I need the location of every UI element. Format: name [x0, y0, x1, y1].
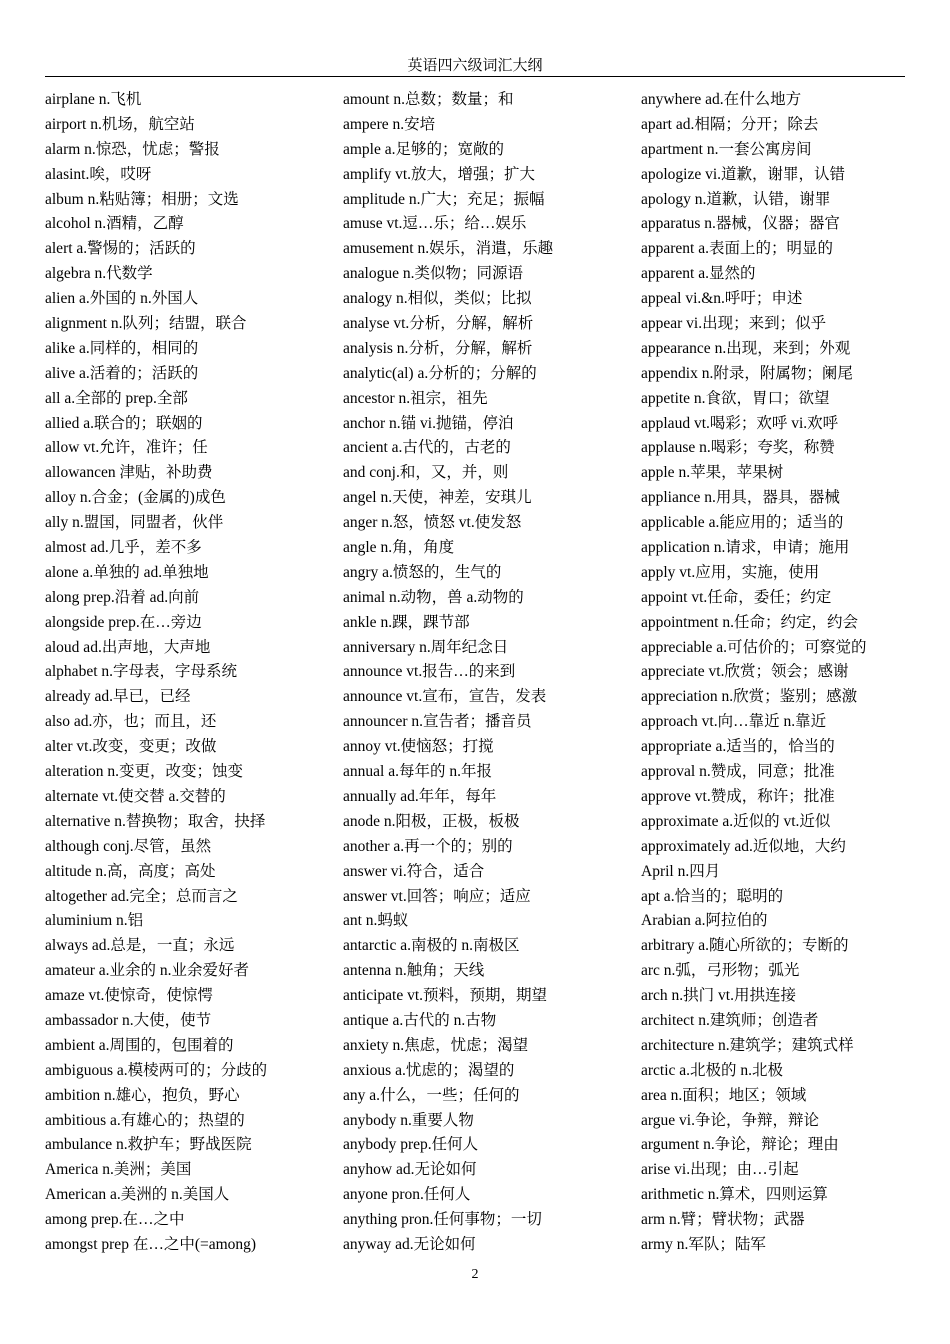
vocab-entry: although conj.尽管，虽然: [45, 837, 212, 855]
vocab-entry: altitude n.高，高度；高处: [45, 862, 216, 880]
vocab-entry: Arabian a.阿拉伯的: [641, 912, 768, 930]
vocab-entry: amongst prep 在…之中(=among): [45, 1235, 257, 1253]
vocab-entry: allied a.联合的；联姻的: [45, 414, 203, 432]
vocab-entry: applaud vt.喝彩；欢呼 vi.欢呼: [641, 414, 839, 432]
vocab-entry: area n.面积；地区；领域: [641, 1086, 807, 1104]
vocab-entry: ambiguous a.模棱两可的；分歧的: [45, 1061, 268, 1079]
vocab-entry: arctic a.北极的 n.北极: [641, 1061, 784, 1079]
vocab-entry: amplify vt.放大，增强；扩大: [343, 165, 536, 183]
vocab-entry: ample a.足够的；宽敞的: [343, 140, 505, 158]
vocab-entry: apple n.苹果，苹果树: [641, 464, 784, 482]
vocab-entry: alongside prep.在…旁边: [45, 613, 202, 631]
vocab-entry: arm n.臂；臂状物；武器: [641, 1211, 805, 1229]
vocab-entry: announce vt.报告…的来到: [343, 663, 516, 681]
vocab-entry: apologize vi.道歉，谢罪，认错: [641, 165, 846, 183]
vocab-entry: announcer n.宣告者；播音员: [343, 713, 532, 731]
vocab-entry: ambition n.雄心，抱负，野心: [45, 1086, 240, 1104]
vocab-entry: animal n.动物，兽 a.动物的: [343, 588, 524, 606]
vocab-entry: airplane n.飞机: [45, 91, 142, 108]
vocab-entry: antarctic a.南极的 n.南极区: [343, 937, 520, 955]
vocab-entry: apply vt.应用，实施，使用: [641, 563, 820, 581]
vocab-entry: airport n.机场，航空站: [45, 115, 195, 133]
vocab-entry: already ad.早已，已经: [45, 688, 191, 706]
vocab-entry: architect n.建筑师；创造者: [641, 1011, 819, 1029]
vocab-entry: appoint vt.任命，委任；约定: [641, 588, 832, 606]
vocab-entry: angry a.愤怒的，生气的: [343, 563, 502, 581]
page-number: 2: [471, 1267, 479, 1282]
vocab-entry: appeal vi.&n.呼吁；申述: [641, 290, 803, 308]
vocab-entry: amaze vt.使惊奇，使惊愕: [45, 987, 213, 1005]
vocab-entry: appearance n.出现，来到；外观: [641, 339, 851, 357]
vocab-entry: anxiety n.焦虑，忧虑；渴望: [343, 1036, 529, 1054]
vocab-entry: anger n.怒，愤怒 vt.使发怒: [343, 514, 522, 532]
vocab-entry: anywhere ad.在什么地方: [641, 91, 802, 108]
vocab-entry: appendix n.附录，附属物；阑尾: [641, 364, 853, 382]
vocab-entry: aloud ad.出声地，大声地: [45, 638, 211, 656]
vocab-entry: answer vt.回答；响应；适应: [343, 887, 531, 905]
vocab-entry: antenna n.触角；天线: [343, 962, 485, 980]
vocab-entry: analogy n.相似，类似；比拟: [343, 290, 532, 308]
vocab-entry: always ad.总是，一直；永远: [45, 937, 235, 955]
vocab-entry: ambulance n.救护车；野战医院: [45, 1136, 252, 1154]
vocab-entry: appropriate a.适当的，恰当的: [641, 738, 835, 756]
vocab-entry: arc n.弧，弓形物；弧光: [641, 962, 800, 980]
vocab-entry: appreciable a.可估价的；可察觉的: [641, 638, 867, 656]
vocab-entry: ankle n.踝，踝节部: [343, 613, 470, 631]
vocab-entry: analyse vt.分析，分解，解析: [343, 315, 534, 333]
vocab-entry: appointment n.任命；约定，约会: [641, 613, 858, 631]
vocab-entry: album n.粘贴簿；相册；文选: [45, 190, 239, 208]
vocab-entry: ant n.蚂蚁: [343, 912, 409, 930]
vocab-entry: alphabet n.字母表，字母系统: [45, 663, 238, 681]
vocab-entry: anything pron.任何事物；一切: [343, 1211, 542, 1229]
vocab-entry: annoy vt.使恼怒；打搅: [343, 738, 494, 756]
vocab-entry: altogether ad.完全；总而言之: [45, 887, 238, 905]
vocab-entry: amount n.总数；数量；和: [343, 91, 514, 108]
vocab-entry: alteration n.变更，改变；蚀变: [45, 763, 244, 781]
vocab-entry: arbitrary a.随心所欲的；专断的: [641, 937, 849, 955]
vocab-entry: ambient a.周围的，包围着的: [45, 1036, 234, 1054]
vocab-entry: annually ad.年年，每年: [343, 787, 497, 805]
vocab-entry: apparent a.表面上的；明显的: [641, 240, 833, 258]
vocab-entry: approach vt.向…靠近 n.靠近: [641, 713, 827, 731]
vocab-entry: almost ad.几乎，差不多: [45, 539, 202, 557]
header-title: 英语四六级词汇大纲: [407, 58, 543, 74]
vocab-entry: alter vt.改变，变更；改做: [45, 738, 217, 756]
vocab-entry: alive a.活着的；活跃的: [45, 364, 199, 382]
vocab-entry: alternate vt.使交替 a.交替的: [45, 787, 226, 805]
vocab-entry: alasint.唉，哎呀: [45, 165, 152, 183]
vocab-entry: arithmetic n.算术，四则运算: [641, 1186, 828, 1204]
vocab-entry: amateur a.业余的 n.业余爱好者: [45, 962, 250, 980]
vocab-entry: army n.军队；陆军: [641, 1235, 766, 1253]
vocab-entry: anode n.阳极，正极，板极: [343, 812, 520, 830]
vocab-entry: ambitious a.有雄心的；热望的: [45, 1111, 245, 1129]
vocab-entry: apparatus n.器械，仪器；器官: [641, 215, 840, 233]
vocab-column-3: [641, 88, 941, 1258]
vocab-entry: analytic(al) a.分析的；分解的: [343, 364, 537, 382]
vocab-entry: appliance n.用具，器具，器械: [641, 489, 840, 507]
vocab-entry: all a.全部的 prep.全部: [45, 389, 188, 407]
vocab-entry: anybody n.重要人物: [343, 1111, 474, 1129]
vocab-entry: answer vi.符合，适合: [343, 862, 485, 880]
vocab-entry: ally n.盟国，同盟者，伙伴: [45, 514, 224, 532]
vocab-entry: apt a.恰当的；聪明的: [641, 887, 784, 905]
vocab-entry: ancient a.古代的，古老的: [343, 439, 511, 457]
vocab-entry: allow vt.允许，准许；任: [45, 439, 208, 457]
vocab-entry: arch n.拱门 vt.用拱连接: [641, 987, 796, 1005]
vocab-entry: appear vi.出现；来到；似乎: [641, 315, 827, 333]
vocab-entry: American a.美洲的 n.美国人: [45, 1186, 230, 1204]
vocab-entry: applause n.喝彩；夸奖，称赞: [641, 439, 835, 457]
vocab-entry: argument n.争论，辩论；理由: [641, 1136, 839, 1154]
vocab-entry: appreciate vt.欣赏；领会；感谢: [641, 663, 849, 681]
vocab-entry: amplitude n.广大；充足；振幅: [343, 190, 545, 208]
vocab-column-1: [45, 88, 337, 1258]
vocab-entry: alarm n.惊恐，忧虑；警报: [45, 140, 220, 158]
vocab-entry: antique a.古代的 n.古物: [343, 1011, 497, 1029]
vocab-entry: alone a.单独的 ad.单独地: [45, 563, 209, 581]
vocab-entry: angel n.天使，神差，安琪儿: [343, 489, 532, 507]
page-header: [45, 56, 905, 77]
vocab-entry: application n.请求，申请；施用: [641, 539, 850, 557]
vocab-entry: anyhow ad.无论如何: [343, 1161, 477, 1179]
vocab-entry: allowancen 津贴，补助费: [45, 464, 213, 482]
vocab-entry: approval n.赞成，同意；批准: [641, 763, 835, 781]
vocab-entry: alike a.同样的，相同的: [45, 339, 199, 357]
vocab-entry: America n.美洲；美国: [45, 1161, 192, 1179]
vocab-entry: ancestor n.祖宗，祖先: [343, 389, 488, 407]
vocab-column-2: [343, 88, 635, 1258]
vocab-entry: amuse vt.逗…乐；给…娱乐: [343, 215, 527, 233]
vocab-entry: argue vi.争论，争辩，辩论: [641, 1111, 819, 1129]
vocab-entry: alert a.警惕的；活跃的: [45, 240, 196, 258]
vocab-entry: annual a.每年的 n.年报: [343, 763, 492, 781]
vocab-entry: announce vt.宣布，宣告，发表: [343, 688, 547, 706]
vocab-entry: anxious a.忧虑的；渴望的: [343, 1061, 515, 1079]
vocab-entry: angle n.角，角度: [343, 539, 455, 557]
vocab-entry: ambassador n.大使，使节: [45, 1011, 212, 1029]
vocab-entry: apparent a.显然的: [641, 265, 756, 283]
vocab-entry: apartment n.一套公寓房间: [641, 140, 812, 158]
vocab-entry: among prep.在…之中: [45, 1211, 185, 1229]
vocab-entry: anybody prep.任何人: [343, 1136, 479, 1154]
vocab-entry: any a.什么，一些；任何的: [343, 1086, 520, 1104]
vocab-entry: anyway ad.无论如何: [343, 1235, 476, 1253]
vocab-entry: approve vt.赞成，称许；批准: [641, 787, 835, 805]
vocab-entry: architecture n.建筑学；建筑式样: [641, 1036, 854, 1054]
vocab-entry: anyone pron.任何人: [343, 1186, 471, 1204]
vocab-entry: anchor n.锚 vi.抛锚，停泊: [343, 414, 514, 432]
vocab-entry: approximately ad.近似地，大约: [641, 837, 846, 855]
vocab-entry: apart ad.相隔；分开；除去: [641, 115, 819, 133]
vocab-entry: alloy n.合金；(金属的)成色: [45, 489, 226, 507]
vocab-entry: also ad.亦，也；而且，还: [45, 713, 217, 731]
vocab-entry: alien a.外国的 n.外国人: [45, 290, 199, 308]
vocab-entry: amusement n.娱乐，消遣，乐趣: [343, 240, 554, 258]
vocab-entry: apology n.道歉，认错，谢罪: [641, 190, 831, 208]
vocab-entry: anniversary n.周年纪念日: [343, 638, 509, 656]
vocab-entry: anticipate vt.预料，预期，期望: [343, 987, 548, 1005]
vocab-entry: and conj.和，又，并，则: [343, 464, 509, 482]
vocab-entry: alcohol n.酒精，乙醇: [45, 215, 184, 233]
vocab-entry: along prep.沿着 ad.向前: [45, 588, 200, 606]
vocab-entry: analogue n.类似物；同源语: [343, 265, 523, 283]
vocab-entry: appreciation n.欣赏；鉴别；感激: [641, 688, 858, 706]
vocab-entry: alignment n.队列；结盟，联合: [45, 315, 247, 333]
vocab-entry: appetite n.食欲，胃口；欲望: [641, 389, 830, 407]
vocab-entry: approximate a.近似的 vt.近似: [641, 812, 831, 830]
vocab-entry: analysis n.分析，分解，解析: [343, 339, 533, 357]
vocab-entry: algebra n.代数学: [45, 265, 153, 283]
vocab-entry: aluminium n.铝: [45, 912, 144, 930]
vocab-entry: ampere n.安培: [343, 115, 436, 133]
vocab-entry: alternative n.替换物；取舍，抉择: [45, 812, 266, 830]
vocab-entry: arise vi.出现；由…引起: [641, 1161, 799, 1179]
vocab-entry: April n.四月: [641, 862, 721, 880]
vocab-entry: applicable a.能应用的；适当的: [641, 514, 844, 532]
vocab-entry: another a.再一个的；别的: [343, 837, 513, 855]
